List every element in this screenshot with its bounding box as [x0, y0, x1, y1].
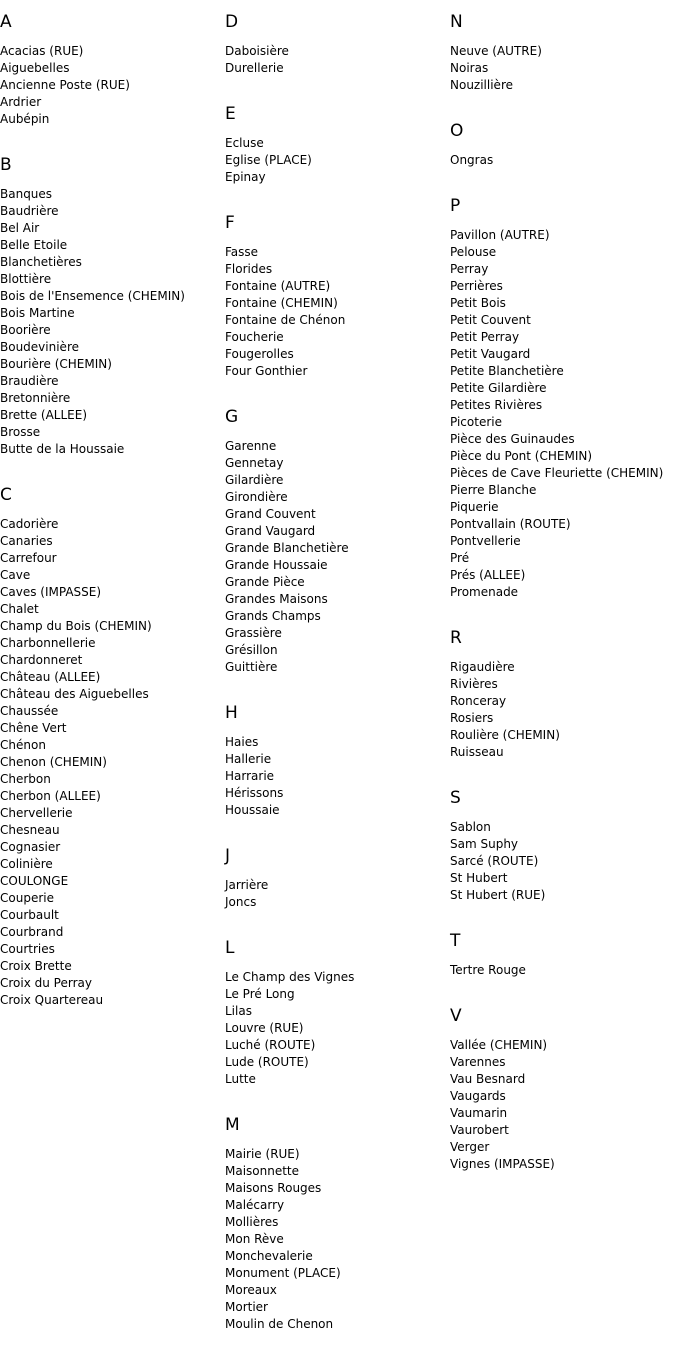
street-item[interactable]: Cognasier: [0, 840, 61, 854]
street-item[interactable]: Sam Suphy: [450, 837, 519, 851]
street-item[interactable]: Ronceray: [450, 694, 507, 708]
street-item[interactable]: Couperie: [0, 891, 54, 905]
letter-heading: R: [450, 628, 462, 648]
street-item[interactable]: Boudevinière: [0, 340, 79, 354]
street-item[interactable]: Blanchetières: [0, 255, 82, 269]
street-item[interactable]: Chêne Vert: [0, 721, 67, 735]
street-item[interactable]: Grassière: [225, 626, 282, 640]
street-list: [450, 819, 675, 904]
street-list: [450, 1037, 675, 1173]
street-item[interactable]: Foucherie: [225, 330, 284, 344]
letter-section-t: [450, 931, 675, 979]
street-item[interactable]: Pontvellerie: [450, 534, 521, 548]
street-item[interactable]: Cherbon: [0, 772, 51, 786]
street-item[interactable]: Mortier: [225, 1300, 268, 1314]
street-item[interactable]: Joncs: [225, 895, 257, 909]
street-item[interactable]: Gilardière: [225, 473, 284, 487]
street-item[interactable]: Croix Brette: [0, 959, 72, 973]
street-item[interactable]: Sarcé (ROUTE): [450, 854, 539, 868]
letter-section-e: [225, 104, 450, 186]
street-item[interactable]: Petit Vaugard: [450, 347, 531, 361]
street-list: [225, 969, 450, 1088]
street-item[interactable]: Ecluse: [225, 136, 264, 150]
street-item[interactable]: Vau Besnard: [450, 1072, 526, 1086]
street-item[interactable]: Aubépin: [0, 112, 50, 126]
street-item[interactable]: Luché (ROUTE): [225, 1038, 316, 1052]
street-item[interactable]: Chénon: [0, 738, 46, 752]
letter-section-o: [450, 121, 675, 169]
street-item[interactable]: Monchevalerie: [225, 1249, 313, 1263]
street-item[interactable]: Le Champ des Vignes: [225, 970, 355, 984]
street-item[interactable]: Butte de la Houssaie: [0, 442, 125, 456]
letter-section-j: [225, 846, 450, 911]
street-item[interactable]: Piquerie: [450, 500, 499, 514]
street-item[interactable]: Ongras: [450, 153, 494, 167]
street-item[interactable]: Monument (PLACE): [225, 1266, 341, 1280]
street-item[interactable]: Château (ALLEE): [0, 670, 101, 684]
letter-section-f: [225, 213, 450, 380]
letter-heading: V: [450, 1006, 462, 1026]
street-item[interactable]: Champ du Bois (CHEMIN): [0, 619, 152, 633]
letter-heading: G: [225, 407, 239, 427]
street-list: [225, 438, 450, 676]
letter-heading: H: [225, 703, 238, 723]
street-item[interactable]: Garenne: [225, 439, 277, 453]
street-list: [0, 186, 225, 458]
index-column-1: [0, 0, 225, 1036]
street-item[interactable]: Croix du Perray: [0, 976, 92, 990]
street-item[interactable]: Chardonneret: [0, 653, 83, 667]
street-item[interactable]: Noiras: [450, 61, 489, 75]
street-item[interactable]: Roulière (CHEMIN): [450, 728, 560, 742]
street-list: [450, 43, 675, 94]
street-item[interactable]: Varennes: [450, 1055, 506, 1069]
letter-section-b: [0, 155, 225, 458]
street-item[interactable]: Guittière: [225, 660, 278, 674]
street-item[interactable]: Vaurobert: [450, 1123, 509, 1137]
letter-heading: E: [225, 104, 236, 124]
letter-section-a: [0, 12, 225, 128]
street-item[interactable]: Lutte: [225, 1072, 256, 1086]
street-item[interactable]: Croix Quartereau: [0, 993, 104, 1007]
street-item[interactable]: Courbault: [0, 908, 59, 922]
street-item[interactable]: Colinière: [0, 857, 53, 871]
street-item[interactable]: Lilas: [225, 1004, 252, 1018]
street-item[interactable]: Bois Martine: [0, 306, 75, 320]
street-item[interactable]: Bois de l'Ensemence (CHEMIN): [0, 289, 185, 303]
street-item[interactable]: Pavillon (AUTRE): [450, 228, 550, 242]
street-item[interactable]: Bretonnière: [0, 391, 71, 405]
street-item[interactable]: Moreaux: [225, 1283, 277, 1297]
street-item[interactable]: Grands Champs: [225, 609, 321, 623]
street-item[interactable]: Cave: [0, 568, 31, 582]
letter-heading: T: [450, 931, 461, 951]
street-item[interactable]: Daboisière: [225, 44, 289, 58]
street-item[interactable]: Pièce des Guinaudes: [450, 432, 575, 446]
street-item[interactable]: Durellerie: [225, 61, 284, 75]
street-list: [225, 734, 450, 819]
street-item[interactable]: Chesneau: [0, 823, 60, 837]
letter-section-m: [225, 1115, 450, 1333]
street-item[interactable]: Petite Blanchetière: [450, 364, 564, 378]
street-item[interactable]: Gennetay: [225, 456, 284, 470]
street-item[interactable]: Perray: [450, 262, 489, 276]
street-item[interactable]: Houssaie: [225, 803, 280, 817]
letter-heading: C: [0, 485, 12, 505]
letter-section-v: [450, 1006, 675, 1173]
street-list: [225, 1146, 450, 1333]
street-item[interactable]: Mollières: [225, 1215, 279, 1229]
street-item[interactable]: Blottière: [0, 272, 52, 286]
street-item[interactable]: Verger: [450, 1140, 490, 1154]
letter-heading: M: [225, 1115, 240, 1135]
street-item[interactable]: Girondière: [225, 490, 288, 504]
street-item[interactable]: Florides: [225, 262, 273, 276]
street-item[interactable]: Louvre (RUE): [225, 1021, 304, 1035]
street-item[interactable]: Picoterie: [450, 415, 502, 429]
street-item[interactable]: Aiguebelles: [0, 61, 70, 75]
street-item[interactable]: Grande Houssaie: [225, 558, 328, 572]
street-item[interactable]: Rigaudière: [450, 660, 515, 674]
street-item[interactable]: Vallée (CHEMIN): [450, 1038, 548, 1052]
street-item[interactable]: Epinay: [225, 170, 266, 184]
street-item[interactable]: Jarrière: [225, 878, 269, 892]
street-item[interactable]: Pièces de Cave Fleuriette (CHEMIN): [450, 466, 664, 480]
street-item[interactable]: Pré: [450, 551, 470, 565]
street-item[interactable]: Petit Bois: [450, 296, 506, 310]
street-list: [450, 659, 675, 761]
letter-section-d: [225, 12, 450, 77]
street-item[interactable]: Chaussée: [0, 704, 59, 718]
street-item[interactable]: Chenon (CHEMIN): [0, 755, 107, 769]
street-item[interactable]: Courbrand: [0, 925, 64, 939]
street-item[interactable]: Pierre Blanche: [450, 483, 537, 497]
street-item[interactable]: Haies: [225, 735, 259, 749]
street-item[interactable]: Chalet: [0, 602, 39, 616]
index-column-3: [450, 0, 675, 1200]
street-item[interactable]: Caves (IMPASSE): [0, 585, 102, 599]
street-item[interactable]: Petites Rivières: [450, 398, 543, 412]
street-item[interactable]: Tertre Rouge: [450, 963, 526, 977]
letter-heading: D: [225, 12, 239, 32]
street-item[interactable]: Hérissons: [225, 786, 284, 800]
street-item[interactable]: Nouzillière: [450, 78, 513, 92]
street-item[interactable]: Brette (ALLEE): [0, 408, 87, 422]
street-item[interactable]: Pontvallain (ROUTE): [450, 517, 571, 531]
street-item[interactable]: Grand Vaugard: [225, 524, 316, 538]
street-item[interactable]: Harrarie: [225, 769, 275, 783]
letter-heading: O: [450, 121, 464, 141]
letter-section-g: [225, 407, 450, 676]
street-item[interactable]: Hallerie: [225, 752, 272, 766]
street-list: [0, 516, 225, 1009]
street-item[interactable]: Eglise (PLACE): [225, 153, 312, 167]
street-item[interactable]: Petit Perray: [450, 330, 520, 344]
street-item[interactable]: St Hubert: [450, 871, 508, 885]
letter-heading: P: [450, 196, 461, 216]
street-item[interactable]: Grande Pièce: [225, 575, 305, 589]
street-item[interactable]: Fontaine de Chénon: [225, 313, 346, 327]
street-list: [225, 877, 450, 911]
street-item[interactable]: Sablon: [450, 820, 491, 834]
street-list: [225, 244, 450, 380]
street-list: [450, 227, 675, 601]
street-item[interactable]: Chervellerie: [0, 806, 73, 820]
street-item[interactable]: COULONGE: [0, 874, 69, 888]
letter-heading: F: [225, 213, 235, 233]
letter-section-l: [225, 938, 450, 1088]
street-item[interactable]: Mairie (RUE): [225, 1147, 300, 1161]
street-item[interactable]: Petit Couvent: [450, 313, 531, 327]
street-item[interactable]: Ardrier: [0, 95, 42, 109]
street-item[interactable]: Perrières: [450, 279, 503, 293]
letter-heading: L: [225, 938, 235, 958]
street-item[interactable]: Ruisseau: [450, 745, 504, 759]
street-list: [450, 152, 675, 169]
street-item[interactable]: Neuve (AUTRE): [450, 44, 542, 58]
letter-heading: B: [0, 155, 12, 175]
street-item[interactable]: Vignes (IMPASSE): [450, 1157, 555, 1171]
street-item[interactable]: Lude (ROUTE): [225, 1055, 309, 1069]
street-item[interactable]: Grand Couvent: [225, 507, 316, 521]
street-list: [225, 43, 450, 77]
street-item[interactable]: Le Pré Long: [225, 987, 295, 1001]
street-item[interactable]: Cherbon (ALLEE): [0, 789, 101, 803]
letter-section-n: [450, 12, 675, 94]
street-item[interactable]: Maisonnette: [225, 1164, 300, 1178]
street-item[interactable]: Four Gonthier: [225, 364, 308, 378]
letter-heading: J: [225, 846, 231, 866]
street-list: [225, 135, 450, 186]
street-item[interactable]: St Hubert (RUE): [450, 888, 546, 902]
street-item[interactable]: Malécarry: [225, 1198, 285, 1212]
index-column-2: [225, 0, 450, 1360]
street-item[interactable]: Rosiers: [450, 711, 494, 725]
letter-section-p: [450, 196, 675, 601]
letter-heading: N: [450, 12, 463, 32]
letter-heading: A: [0, 12, 12, 32]
street-item[interactable]: Ancienne Poste (RUE): [0, 78, 130, 92]
street-item[interactable]: Acacias (RUE): [0, 44, 84, 58]
street-item[interactable]: Pelouse: [450, 245, 497, 259]
street-item[interactable]: Grande Blanchetière: [225, 541, 349, 555]
street-item[interactable]: Vaumarin: [450, 1106, 508, 1120]
street-item[interactable]: Canaries: [0, 534, 53, 548]
street-item[interactable]: Grandes Maisons: [225, 592, 328, 606]
street-item[interactable]: Belle Etoile: [0, 238, 68, 252]
street-item[interactable]: Vaugards: [450, 1089, 506, 1103]
street-item[interactable]: Courtries: [0, 942, 55, 956]
street-item[interactable]: Grésillon: [225, 643, 278, 657]
street-item[interactable]: Baudrière: [0, 204, 59, 218]
letter-heading: S: [450, 788, 461, 808]
street-item[interactable]: Moulin de Chenon: [225, 1317, 334, 1331]
street-item[interactable]: Carrefour: [0, 551, 57, 565]
street-item[interactable]: Prés (ALLEE): [450, 568, 526, 582]
street-item[interactable]: Fasse: [225, 245, 259, 259]
street-item[interactable]: Banques: [0, 187, 53, 201]
street-item[interactable]: Bel Air: [0, 221, 40, 235]
street-list: [450, 962, 675, 979]
street-item[interactable]: Cadorière: [0, 517, 59, 531]
street-item[interactable]: Pièce du Pont (CHEMIN): [450, 449, 593, 463]
letter-section-r: [450, 628, 675, 761]
letter-section-c: [0, 485, 225, 1009]
street-item[interactable]: Braudière: [0, 374, 59, 388]
street-item[interactable]: Petite Gilardière: [450, 381, 547, 395]
letter-section-h: [225, 703, 450, 819]
letter-section-s: [450, 788, 675, 904]
street-item[interactable]: Boorière: [0, 323, 51, 337]
street-item[interactable]: Charbonnellerie: [0, 636, 96, 650]
street-item[interactable]: Promenade: [450, 585, 519, 599]
street-item[interactable]: Mon Rève: [225, 1232, 284, 1246]
street-item[interactable]: Maisons Rouges: [225, 1181, 322, 1195]
street-list: [0, 43, 225, 128]
street-item[interactable]: Bourière (CHEMIN): [0, 357, 112, 371]
street-item[interactable]: Fougerolles: [225, 347, 294, 361]
street-item[interactable]: Château des Aiguebelles: [0, 687, 149, 701]
street-item[interactable]: Fontaine (AUTRE): [225, 279, 331, 293]
street-item[interactable]: Brosse: [0, 425, 41, 439]
street-item[interactable]: Rivières: [450, 677, 498, 691]
street-item[interactable]: Fontaine (CHEMIN): [225, 296, 338, 310]
